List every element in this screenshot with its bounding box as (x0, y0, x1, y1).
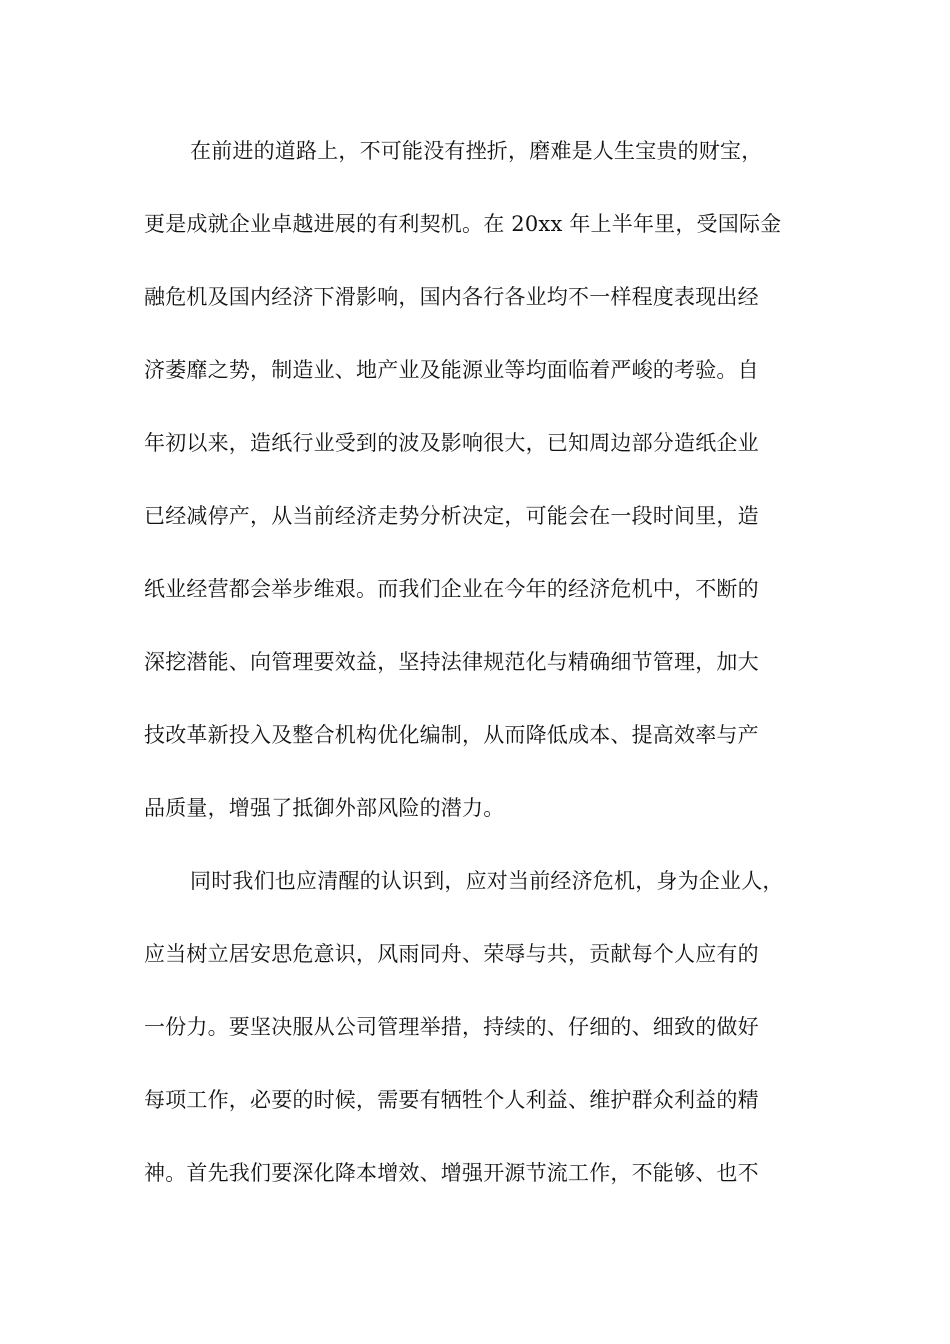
paragraph-2-line-1: 同时我们也应清醒的认识到，应对当前经济危机，身为企业人， (190, 869, 784, 893)
paragraph-1-line-6: 已经减停产，从当前经济走势分析决定，可能会在一段时间里，造 (144, 504, 759, 528)
paragraph-1-line-9: 技改革新投入及整合机构优化编制，从而降低成本、提高效率与产 (144, 723, 759, 747)
paragraph-1-line-10: 品质量，增强了抵御外部风险的潜力。 (144, 796, 505, 820)
paragraph-1-line-1: 在前进的道路上，不可能没有挫折，磨难是人生宝贵的财宝， (190, 139, 763, 163)
paragraph-1-line-5: 年初以来，造纸行业受到的波及影响很大，已知周边部分造纸企业 (144, 431, 759, 455)
paragraph-2-line-2: 应当树立居安思危意识，风雨同舟、荣辱与共，贡献每个人应有的 (144, 942, 759, 966)
paragraph-1-line-8: 深挖潜能、向管理要效益，坚持法律规范化与精确细节管理，加大 (144, 650, 759, 674)
paragraph-1-line-2: 更是成就企业卓越进展的有利契机。在 20xx 年上半年里，受国际金 (144, 212, 782, 236)
paragraph-2-line-3: 一份力。要坚决服从公司管理举措，持续的、仔细的、细致的做好 (144, 1015, 759, 1039)
paragraph-1-line-7: 纸业经营都会举步维艰。而我们企业在今年的经济危机中，不断的 (144, 577, 759, 601)
paragraph-2-line-5: 神。首先我们要深化降本增效、增强开源节流工作，不能够、也不 (144, 1161, 759, 1185)
paragraph-2-line-4: 每项工作，必要的时候，需要有牺牲个人利益、维护群众利益的精 (144, 1088, 759, 1112)
paragraph-1-line-3: 融危机及国内经济下滑影响，国内各行各业均不一样程度表现出经 (144, 285, 759, 309)
paragraph-1-line-4: 济萎靡之势，制造业、地产业及能源业等均面临着严峻的考验。自 (144, 358, 759, 382)
